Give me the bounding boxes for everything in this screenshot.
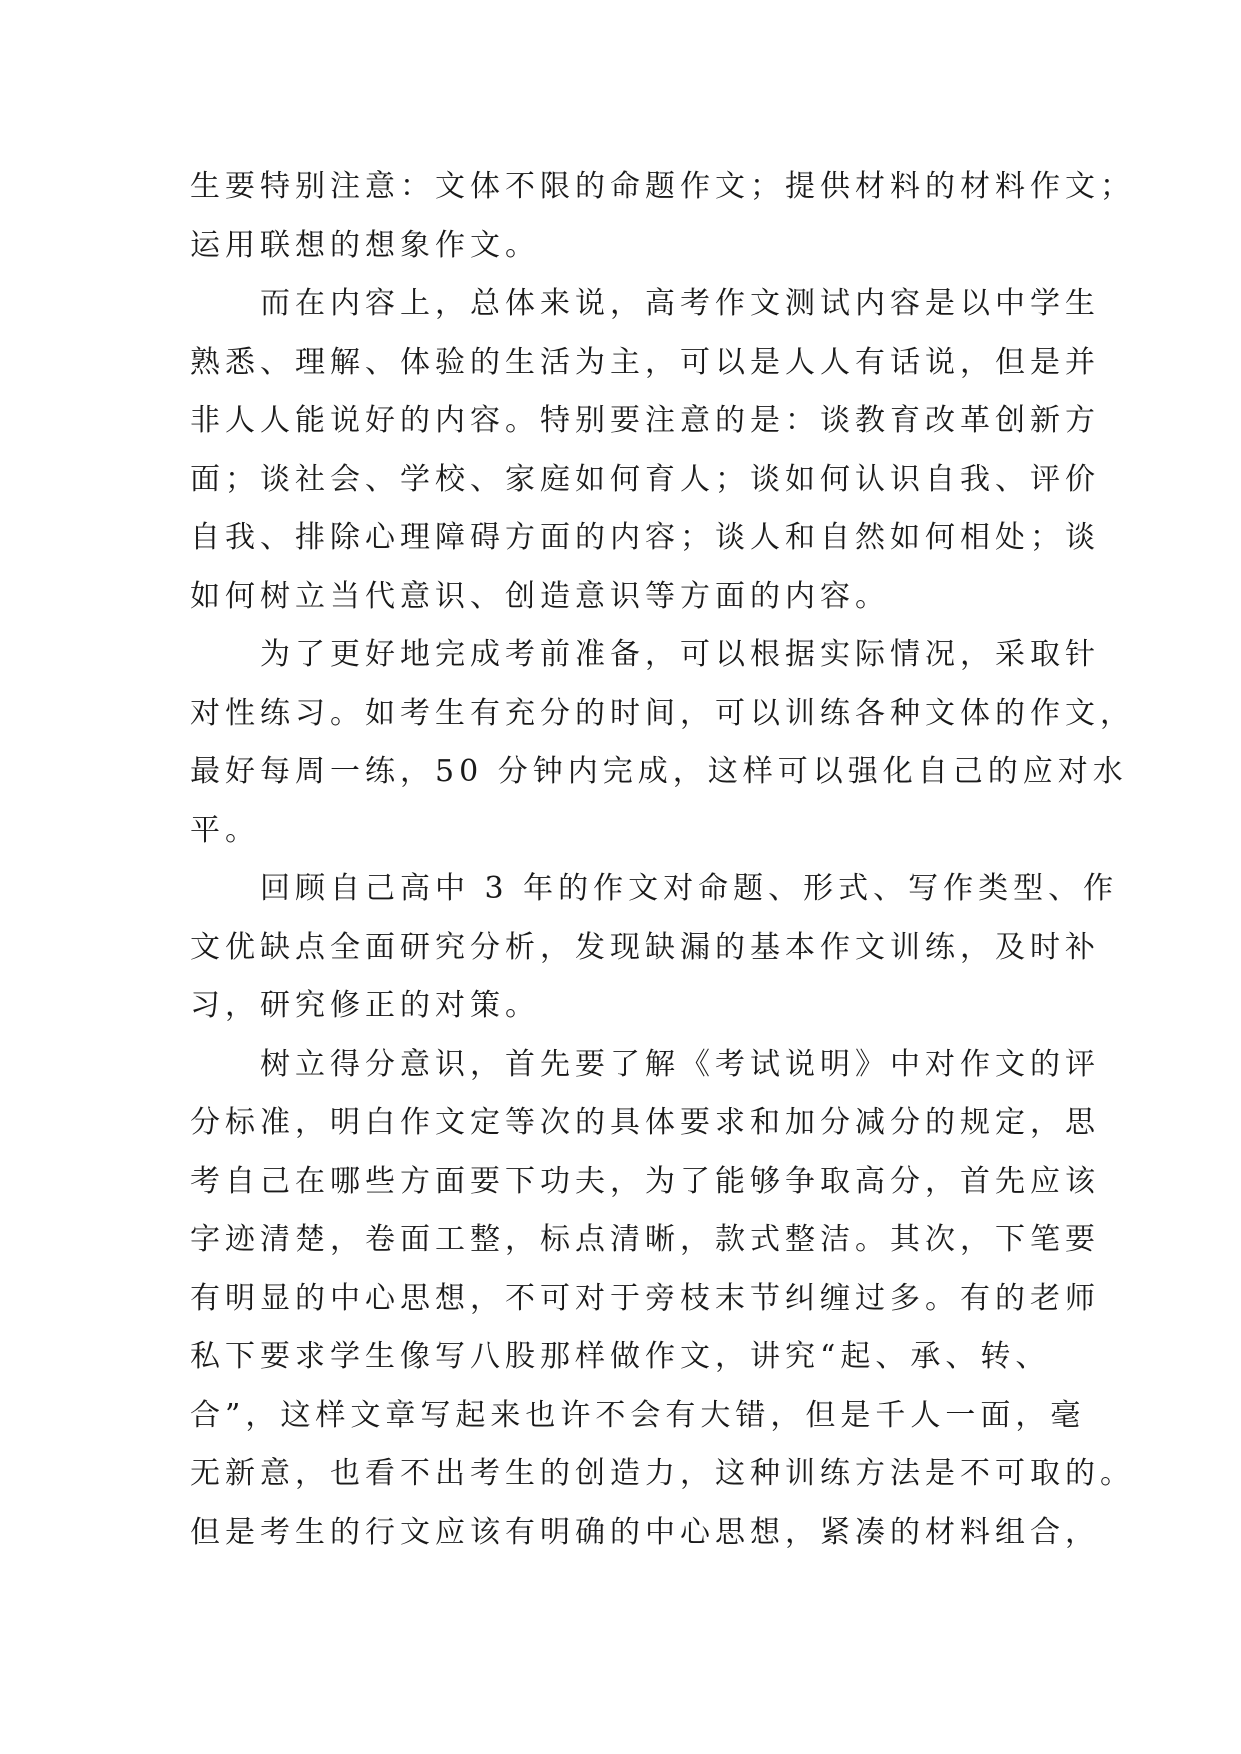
text-line: 自我、排除心理障碍方面的内容；谈人和自然如何相处；谈 (190, 520, 1100, 555)
text-line: 有明显的中心思想，不可对于旁枝末节纠缠过多。有的老师 (190, 1280, 1100, 1316)
text-line: 熟悉、理解、体验的生活为主，可以是人人有话说，但是并 (190, 344, 1100, 380)
text-line: 对性练习。如考生有充分的时间，可以训练各种文体的作文， (190, 695, 1135, 731)
text-line: 生要特别注意：文体不限的命题作文；提供材料的材料作文； (190, 169, 1135, 204)
paragraph-first-line: 回顾自己高中 3 年的作文对命题、形式、写作类型、作 (260, 871, 1119, 906)
text-line: 习，研究修正的对策。 (190, 988, 540, 1023)
text-line: 但是考生的行文应该有明确的中心思想，紧凑的材料组合， (190, 1514, 1100, 1550)
text-line: 分标准，明白作文定等次的具体要求和加分减分的规定，思 (190, 1105, 1100, 1140)
paragraph-first-line: 而在内容上，总体来说，高考作文测试内容是以中学生 (260, 286, 1100, 321)
text-line: 最好每周一练，50 分钟内完成，这样可以强化自己的应对水 (190, 754, 1128, 789)
text-line: 合”，这样文章写起来也许不会有大错，但是千人一面，毫 (190, 1397, 1086, 1433)
text-line: 考自己在哪些方面要下功夫，为了能够争取高分，首先应该 (190, 1163, 1100, 1199)
document-body (190, 158, 1135, 1562)
text-line: 非人人能说好的内容。特别要注意的是：谈教育改革创新方 (190, 403, 1100, 438)
text-line: 私下要求学生像写八股那样做作文，讲究“起、承、转、 (190, 1339, 1051, 1374)
text-line: 无新意，也看不出考生的创造力，这种训练方法是不可取的。 (190, 1456, 1135, 1491)
text-line: 平。 (190, 812, 260, 848)
paragraph-first-line: 树立得分意识，首先要了解《考试说明》中对作文的评 (260, 1046, 1100, 1082)
text-line: 字迹清楚，卷面工整，标点清晰，款式整洁。其次，下笔要 (190, 1222, 1100, 1257)
paragraph-first-line: 为了更好地完成考前准备，可以根据实际情况，采取针 (260, 637, 1100, 672)
text-line: 面；谈社会、学校、家庭如何育人；谈如何认识自我、评价 (190, 461, 1100, 497)
text-line: 运用联想的想象作文。 (190, 227, 540, 263)
text-line: 文优缺点全面研究分析，发现缺漏的基本作文训练，及时补 (190, 929, 1100, 965)
text-line: 如何树立当代意识、创造意识等方面的内容。 (190, 578, 890, 614)
